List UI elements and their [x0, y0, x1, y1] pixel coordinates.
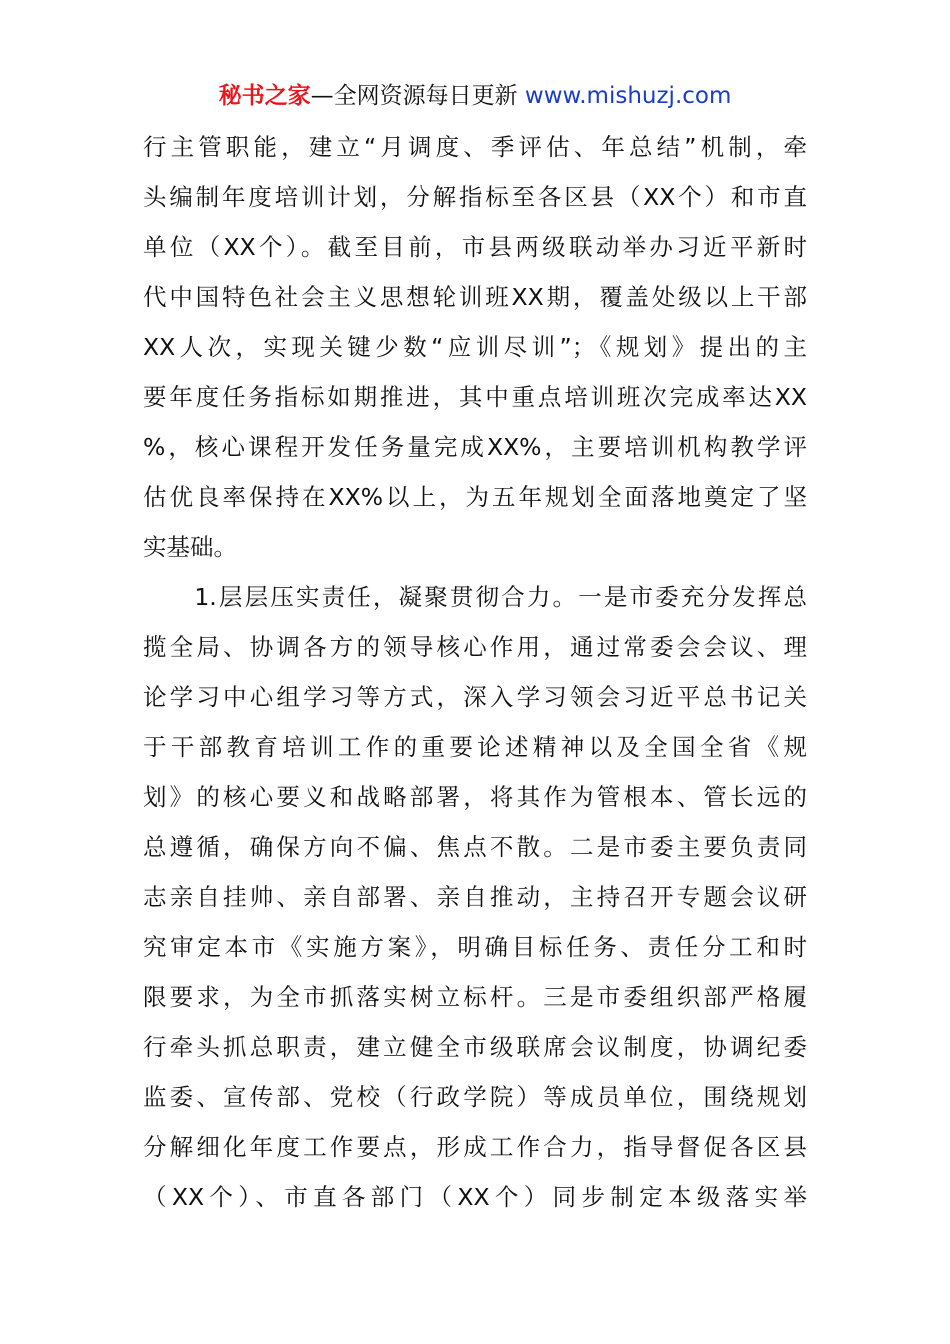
text-line: 估优良率保持在XX%以上，为五年规划全面落地奠定了坚: [143, 483, 807, 511]
text-line: 究审定本市《实施方案》，明确目标任务、责任分工和时: [143, 933, 807, 961]
text-line: 揽全局、协调各方的领导核心作用，通过常委会会议、理: [143, 633, 807, 661]
text-line: 代中国特色社会主义思想轮训班XX期，覆盖处级以上干部: [143, 283, 807, 311]
text-line: 分解细化年度工作要点，形成工作合力，指导督促各区县: [143, 1133, 807, 1161]
text-line: 头编制年度培训计划，分解指标至各区县（XX个）和市直: [143, 183, 807, 211]
text-line: 划》的核心要义和战略部署，将其作为管根本、管长远的: [143, 783, 807, 811]
text-line: 单位（XX个）。截至目前，市县两级联动举办习近平新时: [143, 233, 807, 261]
text-line: 1.层层压实责任，凝聚贯彻合力。一是市委充分发挥总: [143, 583, 807, 611]
site-tagline: —全网资源每日更新: [310, 83, 525, 109]
text-line: 行牵头抓总职责，建立健全市级联席会议制度，协调纪委: [143, 1033, 807, 1061]
site-header: [0, 80, 950, 112]
text-line: %，核心课程开发任务量完成XX%，主要培训机构教学评: [143, 433, 807, 461]
text-line: 实基础。: [143, 533, 237, 561]
text-line: 行主管职能，建立“月调度、季评估、年总结”机制，牵: [143, 133, 807, 161]
text-line: 要年度任务指标如期推进，其中重点培训班次完成率达XX: [143, 383, 807, 411]
text-line: （XX个）、市直各部门（XX个）同步制定本级落实举: [143, 1183, 807, 1211]
text-line: 总遵循，确保方向不偏、焦点不散。二是市委主要负责同: [143, 833, 807, 861]
text-line: 论学习中心组学习等方式，深入学习领会习近平总书记关: [143, 683, 807, 711]
site-url-link[interactable]: www.mishuzj.com: [524, 83, 732, 109]
text-line: 限要求，为全市抓落实树立标杆。三是市委组织部严格履: [143, 983, 807, 1011]
text-line: 于干部教育培训工作的重要论述精神以及全国全省《规: [143, 733, 807, 761]
site-brand: 秘书之家: [218, 83, 311, 109]
document-body: [143, 122, 807, 1222]
text-line: 监委、宣传部、党校（行政学院）等成员单位，围绕规划: [143, 1083, 807, 1111]
text-line: 志亲自挂帅、亲自部署、亲自推动，主持召开专题会议研: [143, 883, 807, 911]
text-line: XX人次，实现关键少数“应训尽训”；《规划》提出的主: [143, 333, 807, 361]
